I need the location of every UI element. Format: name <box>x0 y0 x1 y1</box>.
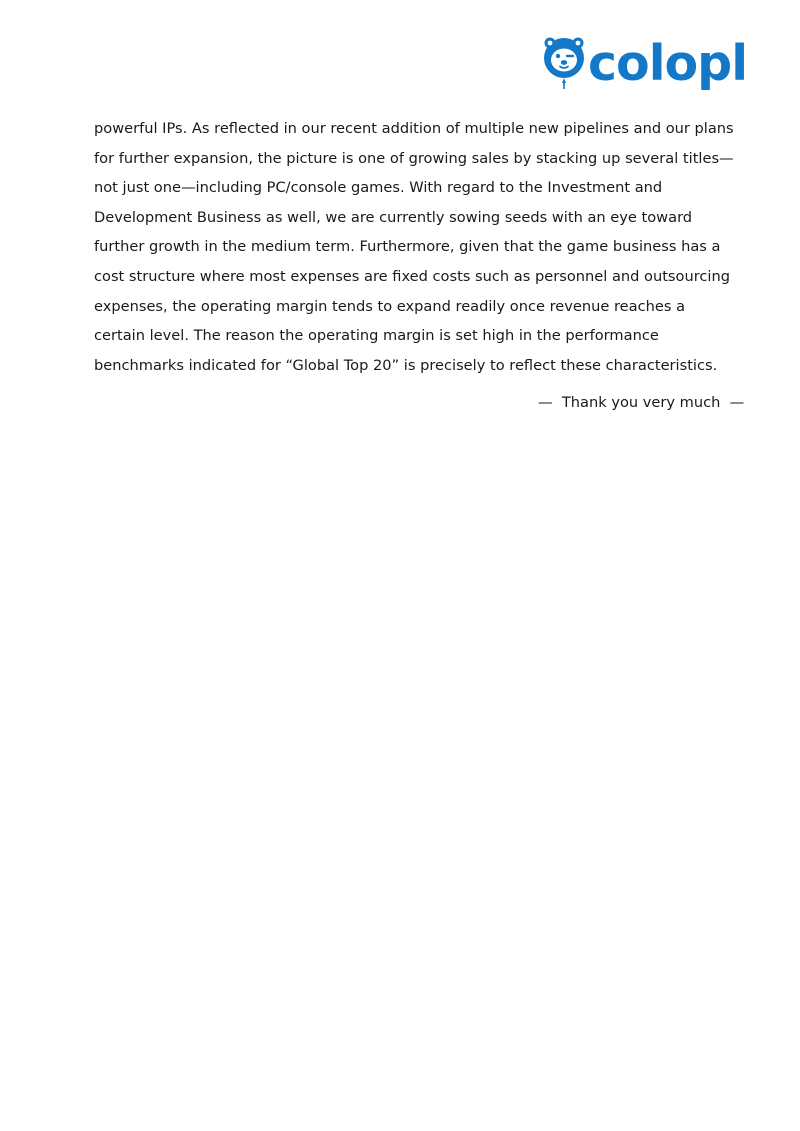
body-paragraph: powerful IPs. As reflected in our recent addition of multiple new pipelines and our plans for further expansion, the picture is one of growing sales by stacking up several titles—not just one—including PC/console games. With regard to the Investment and Development Business as well, we are currently sowing seeds with an eye toward further growth in the medium term. Furthermore, given that the game business has a cost structure where most expenses are fixed costs such as personnel and outsourcing expenses, the operating margin tends to expand readily once revenue reaches a certain level. The reason the operating margin is set high in the performance benchmarks indicated for “Global Top 20” is precisely to reflect these characteristics. <box>94 120 734 374</box>
bear-balloon-icon <box>542 37 586 89</box>
company-logo <box>542 36 747 90</box>
closing-remark: — Thank you very much — <box>538 394 745 411</box>
logo-wordmark: colopl <box>588 34 748 92</box>
